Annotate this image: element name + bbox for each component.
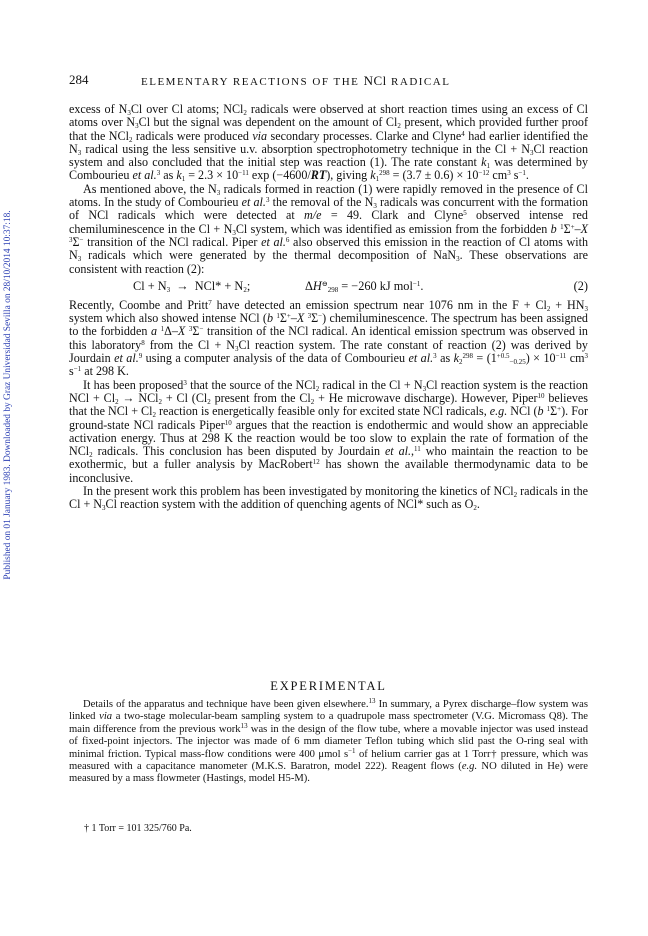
section-heading: EXPERIMENTAL [270,679,387,693]
download-watermark-text: Published on 01 January 1983. Downloaded by Graz Universidad Sevilla on 28/10/2014 10:37:18. [3,210,13,580]
equation-number: (2) [573,278,588,293]
running-title-end: RADICAL [391,76,451,88]
experimental-text [69,699,588,786]
paragraph: Recently, Coombe and Pritt$^7$ have detected an emission spectrum near 1076 nm in the $F + Cl_2 + HN_3$ system which also showed intense NCl (b $^1$Σ+–X $^3$Σ−) chemiluminescence. The spectrum has been assigned to the forbidden a $^1$Δ–X $^3$Σ− transition of the NCl radical. An identical emission spectrum was observed in this laboratory$^8$ from the $Cl + N_3Cl$ reaction system. The rate constant of reaction (2) was derived by Jourdain et al.$^9$ using a computer analysis of the data of Combourieu et al.$^3$ as $k_2^{298} = (1^{+0.5}_{-0.25}) \times 10^{-11}$ $cm^3$ $s^{-1}$ at 298 K. [69,297,588,379]
paragraph: excess of $N_3Cl$ over Cl atoms; NCl$_2$ radicals were observed at short reaction times using an excess of Cl atoms over $N_3Cl$ but the signal was dependent on the amount of $Cl_2$ present, which provided further proof that the NCl$_2$ radicals were produced via secondary processes. Clarke and Clyne$^4$ had earlier identified the $N_3$ radical using the less sensitive u.v. absorption spectrophotometry technique in the $Cl + N_3Cl$ reaction system and also concluded that the initial step was reaction (1). The rate constant $k_1$ was determined by Combourieu et al.$^3$ as $k_1 = 2.3 \times 10^{-11}$ exp (−4600/RT), giving $k_1^{298} = (3.7 \pm 0.6) \times 10^{-12}$ $cm^3$ $s^{-1}$. [69,102,588,184]
running-title [141,73,450,89]
download-watermark [2,150,14,640]
paragraph: As mentioned above, the $N_3$ radicals formed in reaction (1) were rapidly removed in the presence of Cl atoms. In the study of Combourieu et al.$^3$ the removal of the $N_3$ radicals was concurrent with the formation of NCl radicals which were detected at m/e = 49. Clark and Clyne$^5$ observed intense red chemiluminescence in the $Cl + N_3Cl$ system, which was identified as emission from the forbidden b $^1$Σ+–X $^3$Σ− transition of the NCl radical. Piper et al.$^6$ also observed this emission in the reaction of Cl atoms with $N_3$ radicals which were generated by the thermal decomposition of NaN$_3$. These observations are consistent with reaction (2): [69,181,588,276]
paragraph: Details of the apparatus and technique have been given elsewhere.$^{13}$ In summary, a Pyrex discharge–flow system was linked via a two-stage molecular-beam sampling system to a quadrupole mass spectrometer (V.G. Micromass Q8). The main difference from the previous work$^{13}$ was in the design of the flow tube, where a movable injector was used instead of fixed-point injectors. The injector was made of 6 mm diameter Teflon tubing which slid past the O-ring seal with minimal friction. Typical mass-flow conditions were 400 μmol $s^{-1}$ of helium carrier gas at 1 Torr† pressure, which was measured with a capacitance manometer (M.K.S. Baratron, model 222). Reagent flows (e.g. NO diluted in He) were measured by a mass flowmeter (Hastings, model H5-M). [69,697,588,785]
page-number: 284 [69,72,89,87]
page-header [69,72,587,88]
paragraph: In the present work this problem has been investigated by monitoring the kinetics of NCl$_2$ radicals in the $Cl + N_3Cl$ reaction system with the addition of quenching agents of NCl* such as $O_2$. [69,484,588,513]
equation-2 [69,279,588,295]
footnote: † 1 Torr = 101 325/760 Pa. [84,823,192,834]
running-title-main: ELEMENTARY REACTIONS OF THE [141,76,360,88]
running-title-nc: NCl [363,73,387,88]
equation-enthalpy: $\Delta H^⊖_{298} = -260$ kJ mol$^{-1}$. [305,278,424,294]
paragraph: It has been proposed$^3$ that the source of the NCl$_2$ radical in the $Cl + N_3Cl$ reaction system is the reaction NCl + $Cl_2 \to NCl_2 + Cl$ ($Cl_2$ present from the $Cl_2 + He$ microwave discharge). However, Piper$^{10}$ believes that the NCl + $Cl_2$ reaction is energetically feasible only for excited state NCl radicals, e.g. NCl (b $^1$Σ+). For ground-state NCl radicals Piper$^{10}$ argues that the reaction is endothermic and would show an appreciable activation energy. Thus at 298 K the reaction would be too slow to explain the rate of formation of the NCl$_2$ radicals. This conclusion has been disputed by Jourdain et al.,$^{11}$ who maintain the reaction to be exothermic, but a fuller analysis by MacRobert$^{12}$ has shown the available thermodynamic data to be inconclusive. [69,377,589,485]
body-text [69,103,588,512]
equation-reaction: $Cl + N_3 \to NCl* + N_2$; [133,278,251,294]
